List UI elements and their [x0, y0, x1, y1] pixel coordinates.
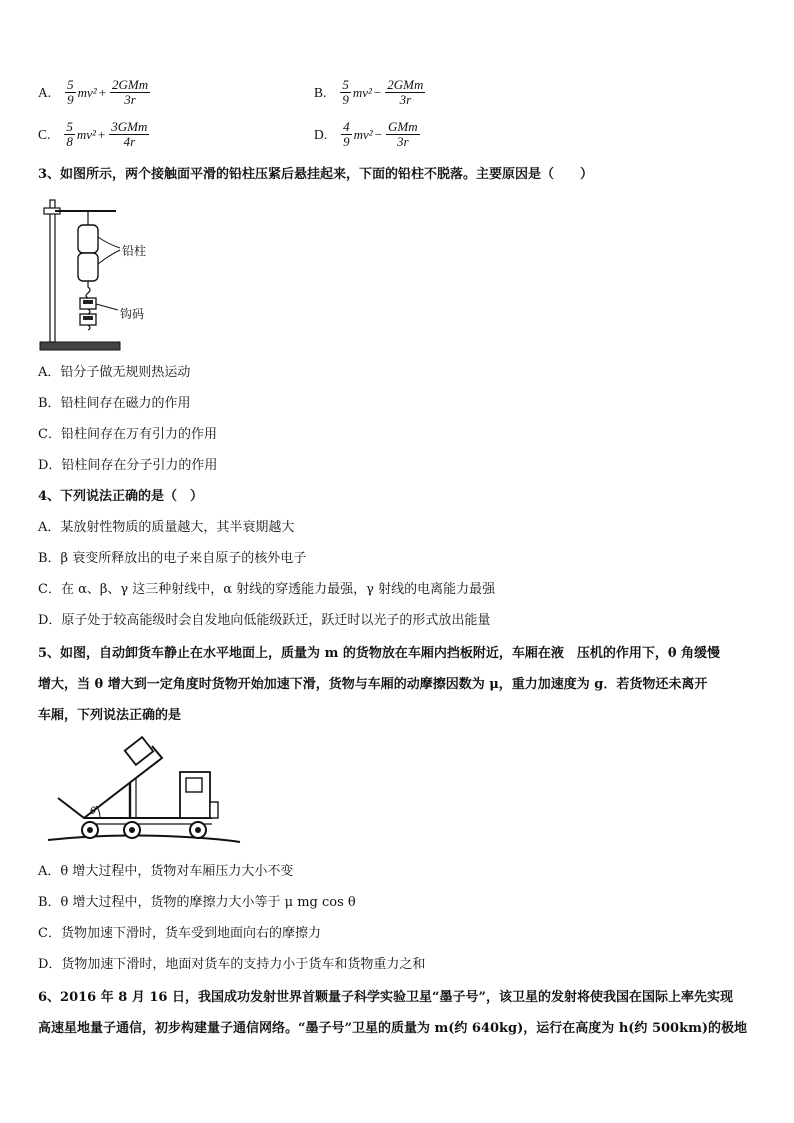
q3-option-d: D．铅柱间存在分子引力的作用 [38, 458, 218, 473]
q4-stem: 4、下列说法正确的是（ ） [38, 489, 204, 504]
coefficient-fraction [64, 120, 75, 149]
q5-stem-line-3: 车厢，下列说法正确的是 [38, 708, 182, 723]
denominator: 3r [399, 92, 412, 107]
hook [86, 281, 90, 298]
q4-option-d: D．原子处于较高能级时会自发地向低能级跃迁，跃迁时以光子的形式放出能量 [38, 613, 491, 628]
denominator: 9 [67, 92, 74, 107]
denominator: 8 [66, 134, 73, 149]
q3-option-a: A．铅分子做无规则热运动 [38, 365, 191, 380]
q4-option-b: B．β 衰变所释放出的电子来自原子的核外电子 [38, 551, 307, 566]
q5-option-b: B．θ 增大过程中，货物的摩擦力大小等于 μ mg cos θ [38, 895, 356, 910]
coefficient-fraction [65, 78, 76, 107]
numerator: GMm [388, 119, 418, 134]
q2-option-d [314, 120, 422, 149]
cargo-box [125, 737, 153, 765]
option-letter: D. [314, 126, 328, 142]
dump-truck-figure [44, 736, 244, 848]
lead-cylinder-label: 铅柱 [122, 244, 147, 258]
lead-cylinder-figure [36, 192, 176, 354]
operator: − [373, 84, 382, 100]
q3-stem: 3、如图所示，两个接触面平滑的铅柱压紧后悬挂起来，下面的铅柱不脱落。主要原因是（ ） [38, 167, 594, 182]
q3-option-c: C．铅柱间存在万有引力的作用 [38, 427, 217, 442]
kinetic-term: mv² [353, 126, 373, 142]
denominator: 3r [397, 134, 409, 149]
operator: + [98, 84, 107, 100]
coefficient-fraction [341, 120, 352, 149]
potential-fraction [386, 120, 420, 149]
q2-option-a [38, 78, 152, 107]
denominator: 3r [124, 92, 136, 107]
q4-option-a: A．某放射性物质的质量越大，其半衰期越大 [38, 520, 295, 535]
cab-window [186, 778, 202, 792]
numerator: 2GMm [112, 77, 149, 92]
lead-cylinder-upper [78, 225, 98, 253]
q5-option-a: A．θ 增大过程中，货物对车厢压力大小不变 [38, 864, 294, 879]
operator: + [97, 126, 106, 142]
q6-stem-line-1: 6、2016 年 8 月 16 日，我国成功发射世界首颗量子科学实验卫星“墨子号”，该卫星的发射将使我国在国际上率先实现 [38, 990, 733, 1005]
q5-option-d: D．货物加速下滑时，地面对货车的支持力小于货车和货物重力之和 [38, 957, 426, 972]
q5-stem-line-1: 5、如图，自动卸货车静止在水平地面上，质量为 m 的货物放在车厢内挡板附近，车厢在液 压机的作用下，θ 角缓慢 [38, 646, 721, 661]
numerator: 5 [342, 77, 349, 92]
q2-option-b [314, 78, 427, 107]
q4-option-c: C．在 α、β、γ 这三种射线中，α 射线的穿透能力最强，γ 射线的电离能力最强 [38, 582, 496, 597]
kinetic-term: mv² [76, 126, 96, 142]
q2-option-c [38, 120, 151, 149]
denominator: 9 [343, 134, 350, 149]
ground [48, 836, 240, 843]
numerator: 3GMm [111, 119, 148, 134]
stand-base [40, 342, 120, 350]
kinetic-term: mv² [352, 84, 372, 100]
operator: − [374, 126, 383, 142]
q6-stem-line-2: 高速星地量子通信，初步构建量子通信网络。“墨子号”卫星的质量为 m(约 640kg)，运行在高度为 h(约 500km)的极地 [38, 1021, 748, 1036]
angle-theta-label: θ [90, 806, 97, 817]
kinetic-term: mv² [77, 84, 97, 100]
lead-cylinder-lower [78, 253, 98, 281]
option-letter: A. [38, 84, 52, 100]
q5-stem-line-2: 增大，当 θ 增大到一定角度时货物开始加速下滑，货物与车厢的动摩擦因数为 μ，重力加速度为 g．若货物还未离开 [38, 677, 708, 692]
denominator: 4r [123, 134, 136, 149]
option-letter: B. [314, 84, 327, 100]
coefficient-fraction [340, 78, 351, 107]
denominator: 9 [342, 92, 349, 107]
numerator: 2GMm [387, 77, 424, 92]
weight-label: 钩码 [120, 307, 145, 321]
numerator: 5 [67, 77, 74, 92]
potential-fraction [385, 78, 425, 107]
q5-option-c: C．货物加速下滑时，货车受到地面向右的摩擦力 [38, 926, 321, 941]
numerator: 5 [66, 119, 73, 134]
potential-fraction [109, 120, 149, 149]
stand-rod [50, 200, 55, 342]
potential-fraction [110, 78, 150, 107]
q3-option-b: B．铅柱间存在磁力的作用 [38, 396, 191, 411]
numerator: 4 [343, 119, 350, 134]
option-letter: C. [38, 126, 51, 142]
